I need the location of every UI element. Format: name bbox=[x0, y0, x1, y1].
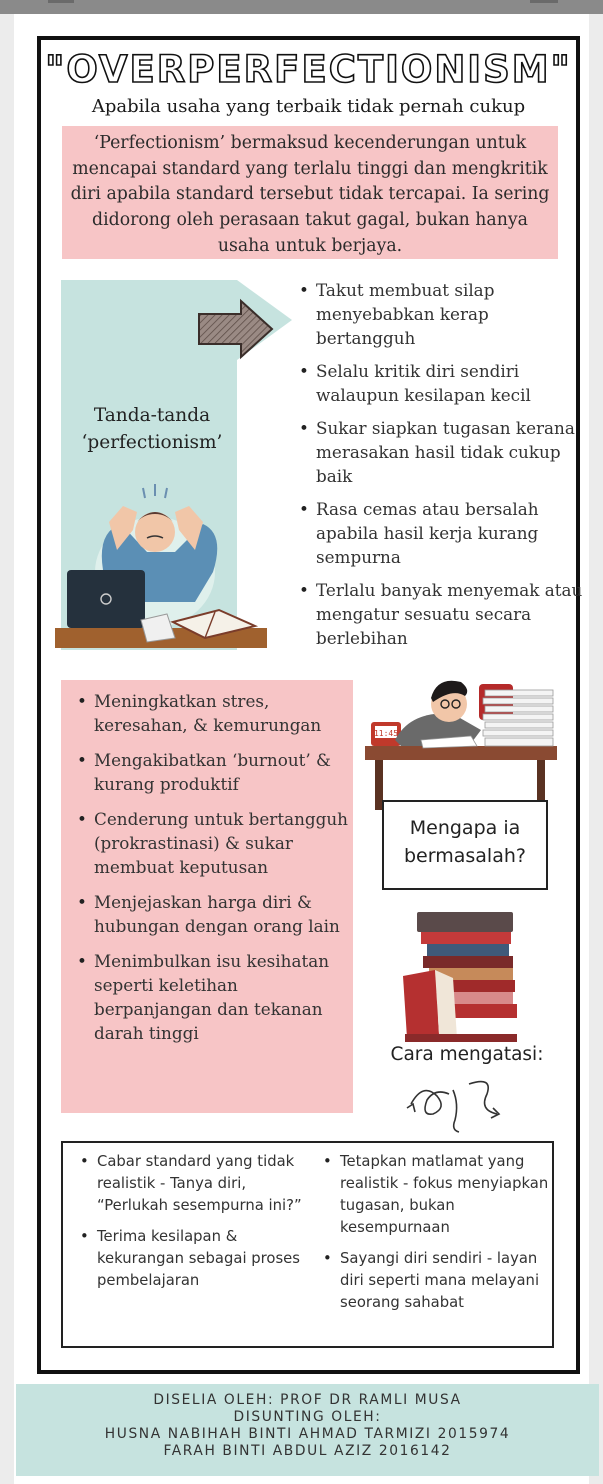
poster-subtitle: Apabila usaha yang terbaik tidak pernah cukup bbox=[91, 96, 526, 117]
list-item: • Selalu kritik diri sendiri walaupun kesilapan kecil bbox=[316, 359, 584, 407]
clock-display: 11:45 bbox=[373, 729, 399, 738]
list-item: • Cabar standard yang tidak realistik - Tanya diri, “Perlukah sesempurna ini?” bbox=[97, 1151, 307, 1217]
why-line2: bermasalah? bbox=[404, 845, 526, 867]
list-item: • Mengakibatkan ‘burnout’ & kurang produktif bbox=[94, 748, 359, 796]
solutions-right-list bbox=[340, 1151, 550, 1323]
signs-label bbox=[63, 402, 241, 456]
list-item: • Takut membuat silap menyebabkan kerap bertangguh bbox=[316, 278, 584, 350]
status-indicator bbox=[530, 0, 558, 3]
credits-editor: FARAH BINTI ABDUL AZIZ 2016142 bbox=[163, 1443, 452, 1459]
tired-worker-illustration bbox=[361, 666, 561, 816]
poster-title: "OVERPERFECTIONISM" bbox=[45, 48, 572, 91]
status-bar bbox=[0, 0, 603, 14]
solutions-label: Cara mengatasi: bbox=[390, 1044, 544, 1065]
credits-editor: HUSNA NABIHAH BINTI AHMAD TARMIZI 2015974 bbox=[104, 1426, 511, 1442]
solutions-left-list bbox=[97, 1151, 307, 1301]
signs-label-line2: ‘perfectionism’ bbox=[81, 432, 223, 453]
definition-text: ‘Perfectionism’ bermaksud kecenderungan untuk mencapai standard yang terlalu tinggi dan mengkritik diri apabila standard tersebut tidak tercapai. Ia sering didorong oleh perasaan takut gagal, bukan hanya usaha untuk berjaya. bbox=[70, 133, 550, 256]
list-item: • Rasa cemas atau bersalah apabila hasil kerja kurang sempurna bbox=[316, 497, 584, 569]
solutions-box bbox=[61, 1141, 554, 1348]
signs-list bbox=[316, 278, 584, 659]
list-item: • Terlalu banyak menyemak atau mengatur sesuatu secara berlebihan bbox=[316, 578, 584, 650]
credits-supervisor: DISELIA OLEH: PROF DR RAMLI MUSA bbox=[153, 1392, 462, 1408]
arrow-right-icon bbox=[196, 298, 276, 360]
book-stack-illustration bbox=[399, 906, 529, 1046]
list-item: • Terima kesilapan & kekurangan sebagai proses pembelajaran bbox=[97, 1226, 307, 1292]
doodle-arrows-icon bbox=[403, 1070, 513, 1134]
list-item: • Cenderung untuk bertangguh (prokrastinasi) & sukar membuat keputusan bbox=[94, 807, 359, 879]
credits-footer bbox=[16, 1384, 599, 1476]
list-item: • Tetapkan matlamat yang realistik - fokus menyiapkan tugasan, bukan kesempurnaan bbox=[340, 1151, 550, 1239]
stressed-student-illustration bbox=[55, 452, 269, 652]
list-item: • Menimbulkan isu kesihatan seperti keletihan berpanjangan dan tekanan darah tinggi bbox=[94, 949, 359, 1045]
definition-box bbox=[62, 126, 558, 259]
why-box bbox=[382, 800, 548, 890]
signs-label-line1: Tanda-tanda bbox=[93, 405, 211, 426]
list-item: • Sayangi diri sendiri - layan diri seperti mana melayani seorang sahabat bbox=[340, 1248, 550, 1314]
list-item: • Menjejaskan harga diri & hubungan dengan orang lain bbox=[94, 890, 359, 938]
status-indicator bbox=[48, 0, 74, 3]
why-line1: Mengapa ia bbox=[409, 817, 521, 839]
credits-editors-heading: DISUNTING OLEH: bbox=[233, 1409, 382, 1425]
list-item: • Sukar siapkan tugasan kerana merasakan hasil tidak cukup baik bbox=[316, 416, 584, 488]
list-item: • Meningkatkan stres, keresahan, & kemurungan bbox=[94, 689, 359, 737]
effects-list bbox=[94, 689, 359, 1056]
poster-frame bbox=[37, 36, 583, 1374]
